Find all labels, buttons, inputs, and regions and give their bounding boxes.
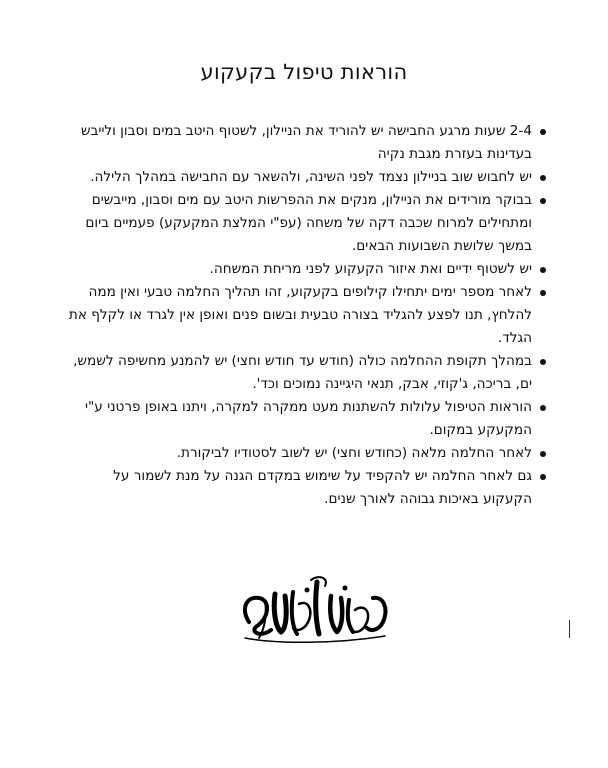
list-item — [64, 442, 546, 465]
bullet-icon — [540, 474, 546, 480]
instruction-text: לאחר מספר ימים יתחילו קילופים בקעקוע, זהו תהליך החלמה טבעי ואין ממה להלחץ, תנו לפצע להגליד בצורה טבעית ובשום פנים ואופן אין לגרד או לקלף את הגלד. — [68, 284, 532, 346]
bullet-icon — [540, 359, 546, 365]
bullet-icon — [540, 129, 546, 135]
list-item — [64, 189, 546, 258]
bullet-icon — [540, 198, 546, 204]
list-item — [64, 350, 546, 396]
instruction-text: הוראות הטיפול עלולות להשתנות מעט ממקרה למקרה, ויתנו באופן פרטני ע"י המקעקע במקום. — [84, 399, 532, 438]
instruction-text: בבוקר מורידים את הניילון, מנקים את ההפרשות היטב עם מים וסבון, מייבשים ומתחילים למרוח שכבה דקה של משחה (עפ"י המלצת המקעקע) פעמיים ביום במשך שלושת השבועות הבאים. — [85, 192, 532, 254]
list-item — [64, 465, 546, 511]
bullet-icon — [540, 267, 546, 273]
edge-mark — [569, 620, 570, 638]
list-item — [64, 120, 546, 166]
calligraphic-logo-icon — [235, 570, 395, 650]
instructions-list — [64, 120, 546, 511]
bullet-icon — [540, 175, 546, 181]
bullet-icon — [540, 451, 546, 457]
instruction-text: במהלך תקופת ההחלמה כולה (חודש עד חודש וחצי) יש להמנע מחשיפה לשמש, ים, בריכה, ג'קוזי, אבק, תנאי היגיינה נמוכים וכד'. — [73, 353, 532, 392]
page-title: הוראות טיפול בקעקוע — [200, 60, 408, 85]
list-item — [64, 258, 546, 281]
instruction-text: יש לשטוף ידיים ואת איזור הקעקוע לפני מריחת המשחה. — [209, 261, 532, 277]
instruction-text: יש לחבוש שוב בניילון נצמד לפני השינה, ולהשאר עם החבישה במהלך הלילה. — [90, 169, 532, 185]
list-item — [64, 396, 546, 442]
instruction-text: לאחר החלמה מלאה (כחודש וחצי) יש לשוב לסטודיו לביקורת. — [176, 445, 532, 461]
instruction-text: גם לאחר החלמה יש להקפיד על שימוש במקדם הגנה על מנת לשמור על הקעקוע באיכות גבוהה לאורך שנים. — [113, 468, 532, 507]
bullet-icon — [540, 290, 546, 296]
list-item — [64, 281, 546, 350]
list-item — [64, 166, 546, 189]
instruction-text: 2-4 שעות מרגע החבישה יש להוריד את הניילון, לשטוף היטב במים וסבון ולייבש בעדינות בעזרת מגבת נקיה — [80, 123, 532, 162]
bullet-icon — [540, 405, 546, 411]
